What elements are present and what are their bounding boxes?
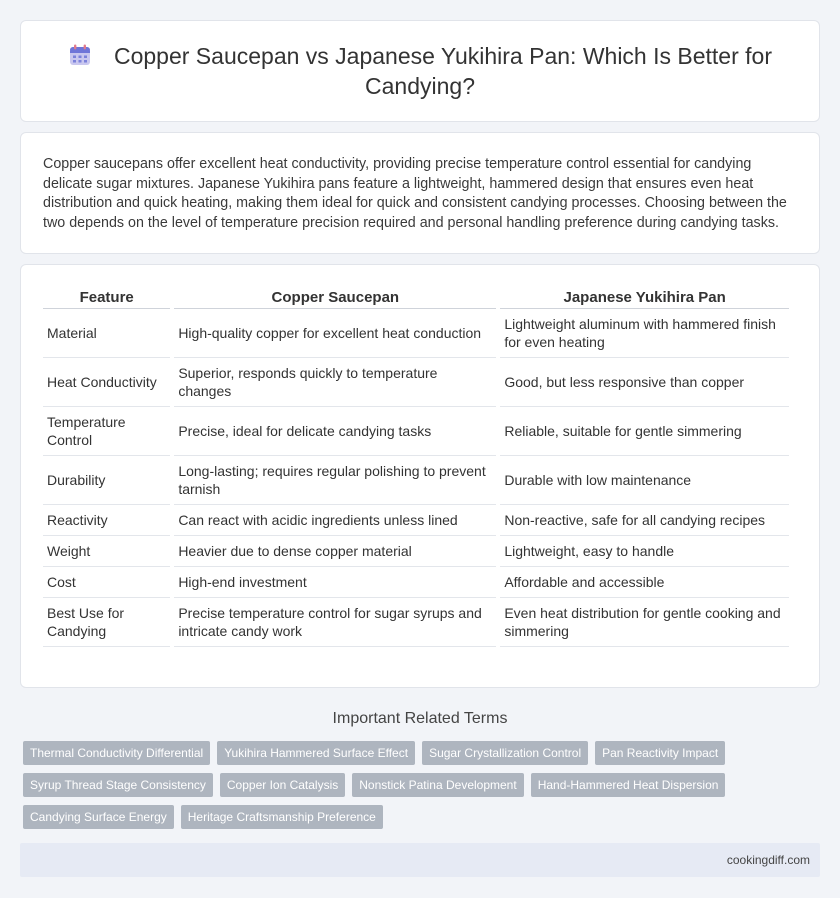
related-terms-title: Important Related Terms [332,710,508,727]
title-card [20,20,820,122]
row-yukihira: Lightweight aluminum with hammered finish for even heating [500,309,789,358]
term-tag[interactable]: Sugar Crystallization Control [422,741,588,765]
table-header-row [43,287,789,309]
row-feature: Weight [43,536,170,567]
row-copper: Superior, responds quickly to temperature changes [174,358,496,407]
row-yukihira: Even heat distribution for gentle cooking and simmering [500,598,789,647]
page-title-text: Copper Saucepan vs Japanese Yukihira Pan: Which Is Better for Candying? [113,43,772,99]
header-copper: Copper Saucepan [174,287,496,309]
term-tag[interactable]: Nonstick Patina Development [352,773,523,797]
row-copper: High-quality copper for excellent heat conduction [174,309,496,358]
term-tag[interactable]: Thermal Conductivity Differential [23,741,210,765]
row-feature: Best Use for Candying [43,598,170,647]
row-yukihira: Durable with low maintenance [500,456,789,505]
row-feature: Reactivity [43,505,170,536]
row-yukihira: Affordable and accessible [500,567,789,598]
row-yukihira: Good, but less responsive than copper [500,358,789,407]
row-copper: Can react with acidic ingredients unless lined [174,505,496,536]
row-copper: High-end investment [174,567,496,598]
intro-card [20,132,820,254]
table-row [43,309,789,358]
row-yukihira: Reliable, suitable for gentle simmering [500,407,789,456]
related-terms-list [20,741,820,837]
table-row [43,505,789,536]
table-row [43,567,789,598]
row-feature: Material [43,309,170,358]
row-copper: Heavier due to dense copper material [174,536,496,567]
footer [20,843,820,877]
footer-site[interactable]: cookingdiff.com [726,853,810,867]
term-tag[interactable]: Heritage Craftsmanship Preference [181,805,383,829]
term-tag[interactable]: Copper Ion Catalysis [220,773,345,797]
row-feature: Heat Conductivity [43,358,170,407]
table-row [43,407,789,456]
term-tag[interactable]: Candying Surface Energy [23,805,174,829]
row-yukihira: Non-reactive, safe for all candying recipes [500,505,789,536]
term-tag[interactable]: Yukihira Hammered Surface Effect [217,741,415,765]
header-yukihira: Japanese Yukihira Pan [500,287,789,309]
row-feature: Cost [43,567,170,598]
calendar-icon [68,43,92,67]
term-tag[interactable]: Pan Reactivity Impact [595,741,725,765]
row-copper: Precise, ideal for delicate candying tasks [174,407,496,456]
term-tag[interactable]: Hand-Hammered Heat Dispersion [531,773,726,797]
row-copper: Long-lasting; requires regular polishing to prevent tarnish [174,456,496,505]
table-row [43,358,789,407]
comparison-card [20,264,820,688]
term-tag[interactable]: Syrup Thread Stage Consistency [23,773,213,797]
row-feature: Temperature Control [43,407,170,456]
row-feature: Durability [43,456,170,505]
intro-paragraph: Copper saucepans offer excellent heat conductivity, providing precise temperature control essential for candying delicate sugar mixtures. Japanese Yukihira pans feature a lightweight, hammered design that ensures even heat distribution and quick heating, making them ideal for quick and consistent candying processes. Choosing between the two depends on the level of temperature precision required and personal handling preference during candying tasks. [43,156,787,231]
table-row [43,598,789,647]
table-row [43,456,789,505]
comparison-table [39,287,793,647]
row-yukihira: Lightweight, easy to handle [500,536,789,567]
header-feature: Feature [43,287,170,309]
row-copper: Precise temperature control for sugar syrups and intricate candy work [174,598,496,647]
table-row [43,536,789,567]
page-title [61,41,779,101]
